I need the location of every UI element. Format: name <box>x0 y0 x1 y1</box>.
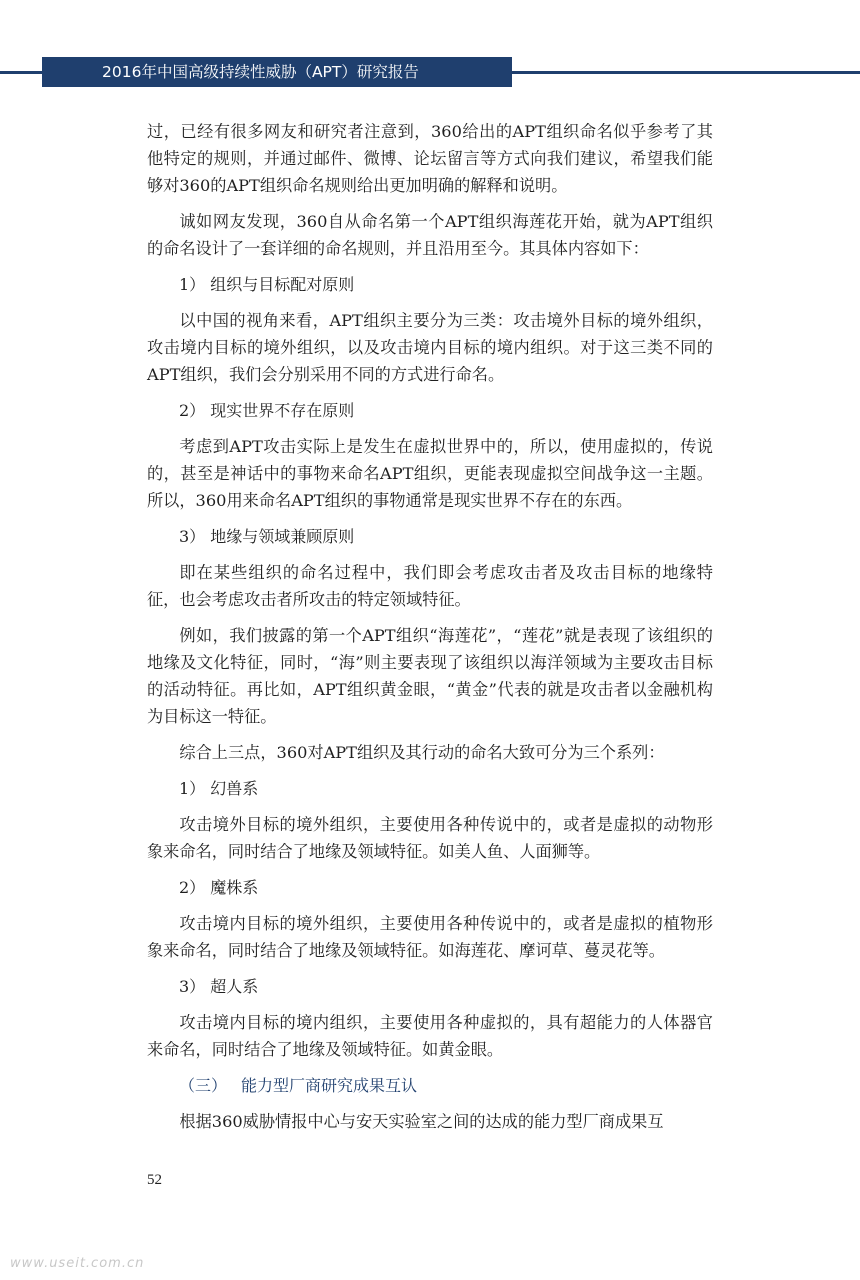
list-item-series-3: 3） 超人系 <box>179 977 259 996</box>
paragraph-10: 攻击境内目标的境内组织，主要使用各种虚拟的，具有超能力的人体器官来命名，同时结合了地缘及领域特征。如黄金眼。 <box>147 1013 713 1059</box>
list-item-principle-2: 2） 现实世界不存在原则 <box>179 401 355 420</box>
section-number: （三） <box>179 1076 228 1095</box>
paragraph-1: 过，已经有很多网友和研究者注意到，360给出的APT组织命名似乎参考了其他特定的规则，并通过邮件、微博、论坛留言等方式向我们建议，希望我们能够对360的APT组织命名规则给出更加明确的解释和说明。 <box>147 122 713 195</box>
list-item-series-2: 2） 魔株系 <box>179 878 259 897</box>
watermark: www.useit.com.cn <box>10 1256 145 1271</box>
section-title: 能力型厂商研究成果互认 <box>241 1076 418 1095</box>
paragraph-11: 根据360威胁情报中心与安天实验室之间的达成的能力型厂商成果互 <box>179 1112 664 1131</box>
paragraph-3: 以中国的视角来看，APT组织主要分为三类：攻击境外目标的境外组织，攻击境内目标的境外组织，以及攻击境内目标的境内组织。对于这三类不同的APT组织，我们会分别采用不同的方式进行命名。 <box>147 311 713 384</box>
page-body <box>147 118 713 1144</box>
paragraph-7: 综合上三点，360对APT组织及其行动的命名大致可分为三个系列： <box>179 743 665 762</box>
list-item-series-1: 1） 幻兽系 <box>179 779 259 798</box>
list-item-principle-3: 3） 地缘与领域兼顾原则 <box>179 527 355 546</box>
list-item-principle-1: 1） 组织与目标配对原则 <box>179 275 355 294</box>
paragraph-2: 诚如网友发现，360自从命名第一个APT组织海莲花开始，就为APT组织的命名设计了一套详细的命名规则，并且沿用至今。其具体内容如下： <box>147 212 713 258</box>
section-heading <box>147 1072 713 1099</box>
running-header <box>42 57 512 87</box>
report-title: 2016年中国高级持续性威胁（APT）研究报告 <box>102 63 419 81</box>
paragraph-8: 攻击境外目标的境外组织，主要使用各种传说中的，或者是虚拟的动物形象来命名，同时结合了地缘及领域特征。如美人鱼、人面狮等。 <box>147 815 713 861</box>
paragraph-4: 考虑到APT攻击实际上是发生在虚拟世界中的，所以，使用虚拟的，传说的，甚至是神话中的事物来命名APT组织，更能表现虚拟空间战争这一主题。所以，360用来命名APT组织的事物通常是现实世界不存在的东西。 <box>147 437 713 510</box>
paragraph-6: 例如，我们披露的第一个APT组织“海莲花”，“莲花”就是表现了该组织的地缘及文化特征，同时，“海”则主要表现了该组织以海洋领域为主要攻击目标的活动特征。再比如，APT组织黄金眼，“黄金”代表的就是攻击者以金融机构为目标这一特征。 <box>147 626 713 726</box>
page-number: 52 <box>147 1172 162 1188</box>
paragraph-5: 即在某些组织的命名过程中，我们即会考虑攻击者及攻击目标的地缘特征，也会考虑攻击者所攻击的特定领域特征。 <box>147 563 713 609</box>
paragraph-9: 攻击境内目标的境外组织，主要使用各种传说中的，或者是虚拟的植物形象来命名，同时结合了地缘及领域特征。如海莲花、摩诃草、蔓灵花等。 <box>147 914 713 960</box>
